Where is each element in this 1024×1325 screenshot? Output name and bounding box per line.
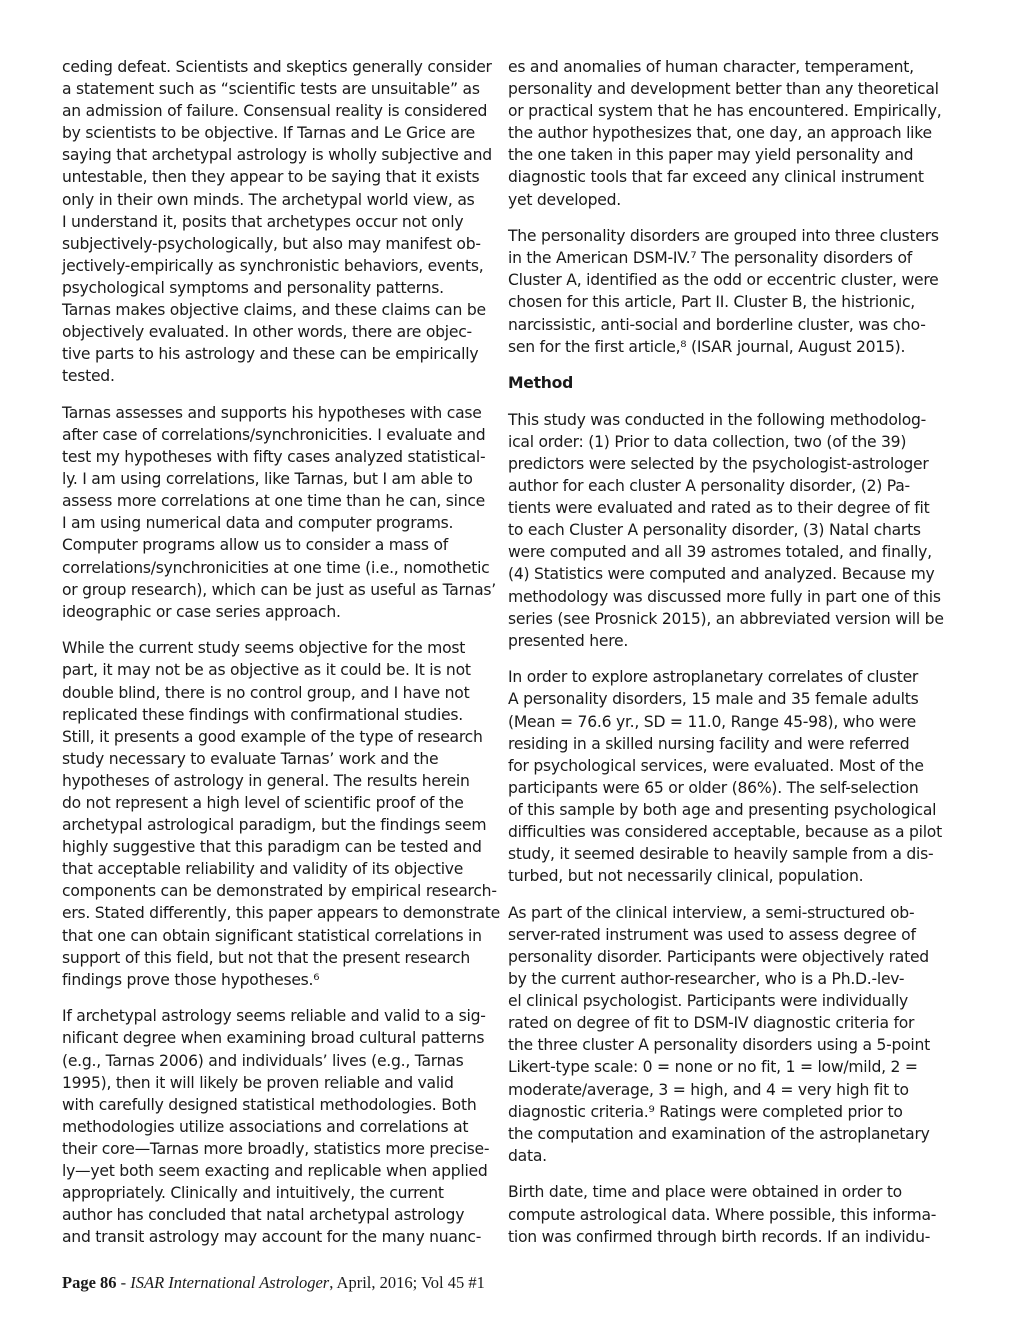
text-line: nificant degree when examining broad cultural patterns [62, 1029, 485, 1048]
text-line: with carefully designed statistical methodologies. Both [62, 1095, 477, 1114]
text-line: data. [508, 1146, 547, 1165]
text-line: In order to explore astroplanetary correlates of cluster [508, 668, 919, 687]
text-line: (4) Statistics were computed and analyzed. Because my [508, 565, 935, 584]
text-line: Computer programs allow us to consider a mass of [62, 536, 448, 555]
text-line: Cluster A, identified as the odd or eccentric cluster, were [508, 271, 939, 290]
text-line: presented here. [508, 631, 629, 650]
text-line: only in their own minds. The archetypal world view, as [62, 190, 475, 209]
text-line: diagnostic criteria.⁹ Ratings were completed prior to [508, 1102, 903, 1121]
left-column [62, 56, 500, 1263]
text-line: server-rated instrument was used to assess degree of [508, 925, 916, 944]
text-line: that acceptable reliability and validity of its objective [62, 860, 464, 879]
text-line: moderate/average, 3 = high, and 4 = very high fit to [508, 1080, 909, 1099]
text-line: findings prove those hypotheses.⁶ [62, 970, 320, 989]
text-line: untestable, then they appear to be saying that it exists [62, 168, 480, 187]
text-line: the one taken in this paper may yield personality and [508, 146, 914, 165]
text-line: after case of correlations/synchronicities. I evaluate and [62, 426, 486, 444]
text-line: author has concluded that natal archetypal astrology [62, 1206, 465, 1225]
text-line: components can be demonstrated by empirical research- [62, 882, 497, 901]
footer-separator: - [116, 1273, 131, 1292]
right-paragraph-2 [508, 225, 940, 358]
text-line: ceding defeat. Scientists and skeptics generally consider [62, 58, 492, 76]
text-line: to each Cluster A personality disorder, (3) Natal charts [508, 521, 921, 540]
right-paragraph-1 [508, 56, 940, 211]
text-line: es and anomalies of human character, temperament, [508, 58, 914, 76]
text-line: saying that archetypal astrology is wholly subjective and [62, 146, 492, 165]
right-column [508, 56, 944, 1262]
text-line: Tarnas assesses and supports his hypotheses with case [62, 403, 482, 422]
text-line: yet developed. [508, 190, 621, 209]
text-line: Birth date, time and place were obtained in order to [508, 1183, 902, 1202]
text-line: A personality disorders, 15 male and 35 female adults [508, 690, 919, 709]
text-line: (Mean = 76.6 yr., SD = 11.0, Range 45-98), who were [508, 712, 916, 731]
text-line: If archetypal astrology seems reliable and valid to a sig- [62, 1007, 486, 1026]
text-line: or group research), which can be just as useful as Tarnas’ [62, 580, 497, 599]
text-line: residing in a skilled nursing facility and were referred [508, 734, 910, 753]
text-line: highly suggestive that this paradigm can be tested and [62, 838, 482, 857]
text-line: of this sample by both age and presenting psychological [508, 800, 937, 819]
text-line: and transit astrology may account for the many nuanc- [62, 1228, 482, 1247]
section-heading: Method [508, 374, 574, 393]
text-line: This study was conducted in the following methodolog- [508, 410, 927, 429]
text-line: ly—yet both seem exacting and replicable when applied [62, 1162, 488, 1180]
left-paragraph-3 [62, 637, 500, 991]
text-line: As part of the clinical interview, a semi-structured ob- [508, 903, 915, 922]
text-line: an admission of failure. Consensual reality is considered [62, 102, 488, 121]
text-line: double blind, there is no control group, and I have not [62, 683, 470, 702]
text-line: compute astrological data. Where possible, this informa- [508, 1205, 937, 1224]
text-line: a statement such as “scientific tests are unsuitable” as [62, 80, 480, 99]
text-line: Likert-type scale: 0 = none or no fit, 1 = low/mild, 2 = [508, 1058, 918, 1077]
text-line: assess more correlations at one time than he can, since [62, 492, 486, 511]
left-paragraph-1 [62, 56, 494, 387]
text-line: The personality disorders are grouped into three clusters [508, 227, 939, 246]
text-line: While the current study seems objective for the most [62, 639, 466, 658]
issue-info: , April, 2016; Vol 45 #1 [329, 1273, 485, 1292]
text-line: or practical system that he has encountered. Empirically, [508, 102, 942, 121]
page-number: Page 86 [62, 1273, 117, 1292]
text-line: by scientists to be objective. If Tarnas and Le Grice are [62, 124, 475, 143]
text-line: Still, it presents a good example of the type of research [62, 727, 483, 746]
text-line: el clinical psychologist. Participants were individually [508, 992, 909, 1011]
text-line: ers. Stated differently, this paper appears to demonstrate [62, 904, 500, 923]
text-line: author for each cluster A personality disorder, (2) Pa- [508, 477, 910, 496]
text-line: that one can obtain significant statistical correlations in [62, 926, 482, 945]
text-line: subjectively-psychologically, but also may manifest ob- [62, 234, 481, 253]
text-line: correlations/synchronicities at one time (i.e., nomothetic [62, 558, 490, 577]
text-line: their core—Tarnas more broadly, statistics more precise- [62, 1139, 490, 1158]
text-line: objectively evaluated. In other words, there are objec- [62, 323, 472, 342]
text-line: ly. I am using correlations, like Tarnas, but I am able to [62, 470, 473, 489]
right-paragraph-6 [508, 902, 940, 1167]
right-paragraph-7 [508, 1181, 940, 1247]
text-line: chosen for this article, Part II. Cluster B, the histrionic, [508, 293, 915, 312]
text-line: sen for the first article,⁸ (ISAR journal, August 2015). [508, 337, 906, 356]
text-line: archetypal astrological paradigm, but the findings seem [62, 816, 487, 835]
text-line: rated on degree of fit to DSM-IV diagnostic criteria for [508, 1014, 915, 1033]
text-line: 1995), then it will likely be proven reliable and valid [62, 1073, 454, 1092]
text-line: tion was confirmed through birth records. If an individu- [508, 1227, 931, 1246]
text-line: personality disorder. Participants were objectively rated [508, 947, 929, 966]
text-line: difficulties was considered acceptable, because as a pilot [508, 823, 942, 841]
page-footer [62, 1273, 485, 1293]
text-line: jectively-empirically as synchronistic behaviors, events, [62, 256, 484, 275]
text-line: participants were 65 or older (86%). The self-selection [508, 778, 919, 797]
text-line: do not represent a high level of scientific proof of the [62, 794, 464, 812]
left-paragraph-4 [62, 1005, 494, 1248]
text-line: I am using numerical data and computer programs. [62, 514, 454, 533]
text-line: the computation and examination of the astroplanetary [508, 1124, 930, 1143]
text-line: methodology was discussed more fully in part one of this [508, 587, 941, 606]
text-line: predictors were selected by the psychologist-astrologer [508, 455, 929, 473]
text-line: hypotheses of astrology in general. The results herein [62, 771, 470, 790]
text-line: series (see Prosnick 2015), an abbreviated version will be [508, 609, 944, 628]
journal-title: ISAR International Astrologer [130, 1273, 330, 1292]
text-line: methodologies utilize associations and correlations at [62, 1117, 469, 1136]
text-line: Tarnas makes objective claims, and these claims can be [62, 301, 486, 320]
text-line: study necessary to evaluate Tarnas’ work and the [62, 749, 439, 768]
text-line: the author hypothesizes that, one day, an approach like [508, 124, 932, 143]
text-line: turbed, but not necessarily clinical, population. [508, 867, 864, 886]
right-paragraph-4 [508, 409, 944, 652]
text-line: tive parts to his astrology and these can be empirically [62, 345, 479, 364]
text-line: support of this field, but not that the present research [62, 948, 470, 967]
text-line: appropriately. Clinically and intuitively, the current [62, 1184, 444, 1203]
text-line: diagnostic tools that far exceed any clinical instrument [508, 168, 924, 187]
text-line: personality and development better than any theoretical [508, 80, 939, 99]
text-line: tested. [62, 367, 115, 386]
right-paragraph-5 [508, 666, 940, 887]
text-line: ideographic or case series approach. [62, 602, 341, 621]
text-line: for psychological services, were evaluated. Most of the [508, 756, 924, 775]
text-line: the three cluster A personality disorders using a 5-point [508, 1036, 931, 1055]
text-line: ical order: (1) Prior to data collection, two (of the 39) [508, 432, 907, 451]
left-paragraph-2 [62, 402, 497, 623]
text-line: in the American DSM-IV.⁷ The personality disorders of [508, 249, 913, 268]
text-line: I understand it, posits that archetypes occur not only [62, 212, 464, 231]
text-line: narcissistic, anti-social and borderline cluster, was cho- [508, 315, 926, 334]
text-line: part, it may not be as objective as it could be. It is not [62, 661, 471, 680]
text-line: psychological symptoms and personality patterns. [62, 278, 444, 297]
text-line: (e.g., Tarnas 2006) and individuals’ lives (e.g., Tarnas [62, 1051, 464, 1070]
text-line: replicated these findings with confirmational studies. [62, 705, 463, 724]
text-line: were computed and all 39 astromes totaled, and finally, [508, 543, 932, 562]
text-line: by the current author-researcher, who is a Ph.D.-lev- [508, 970, 905, 989]
text-line: test my hypotheses with fifty cases analyzed statistical- [62, 448, 486, 467]
text-line: tients were evaluated and rated as to their degree of fit [508, 499, 930, 518]
text-line: study, it seemed desirable to heavily sample from a dis- [508, 845, 934, 864]
